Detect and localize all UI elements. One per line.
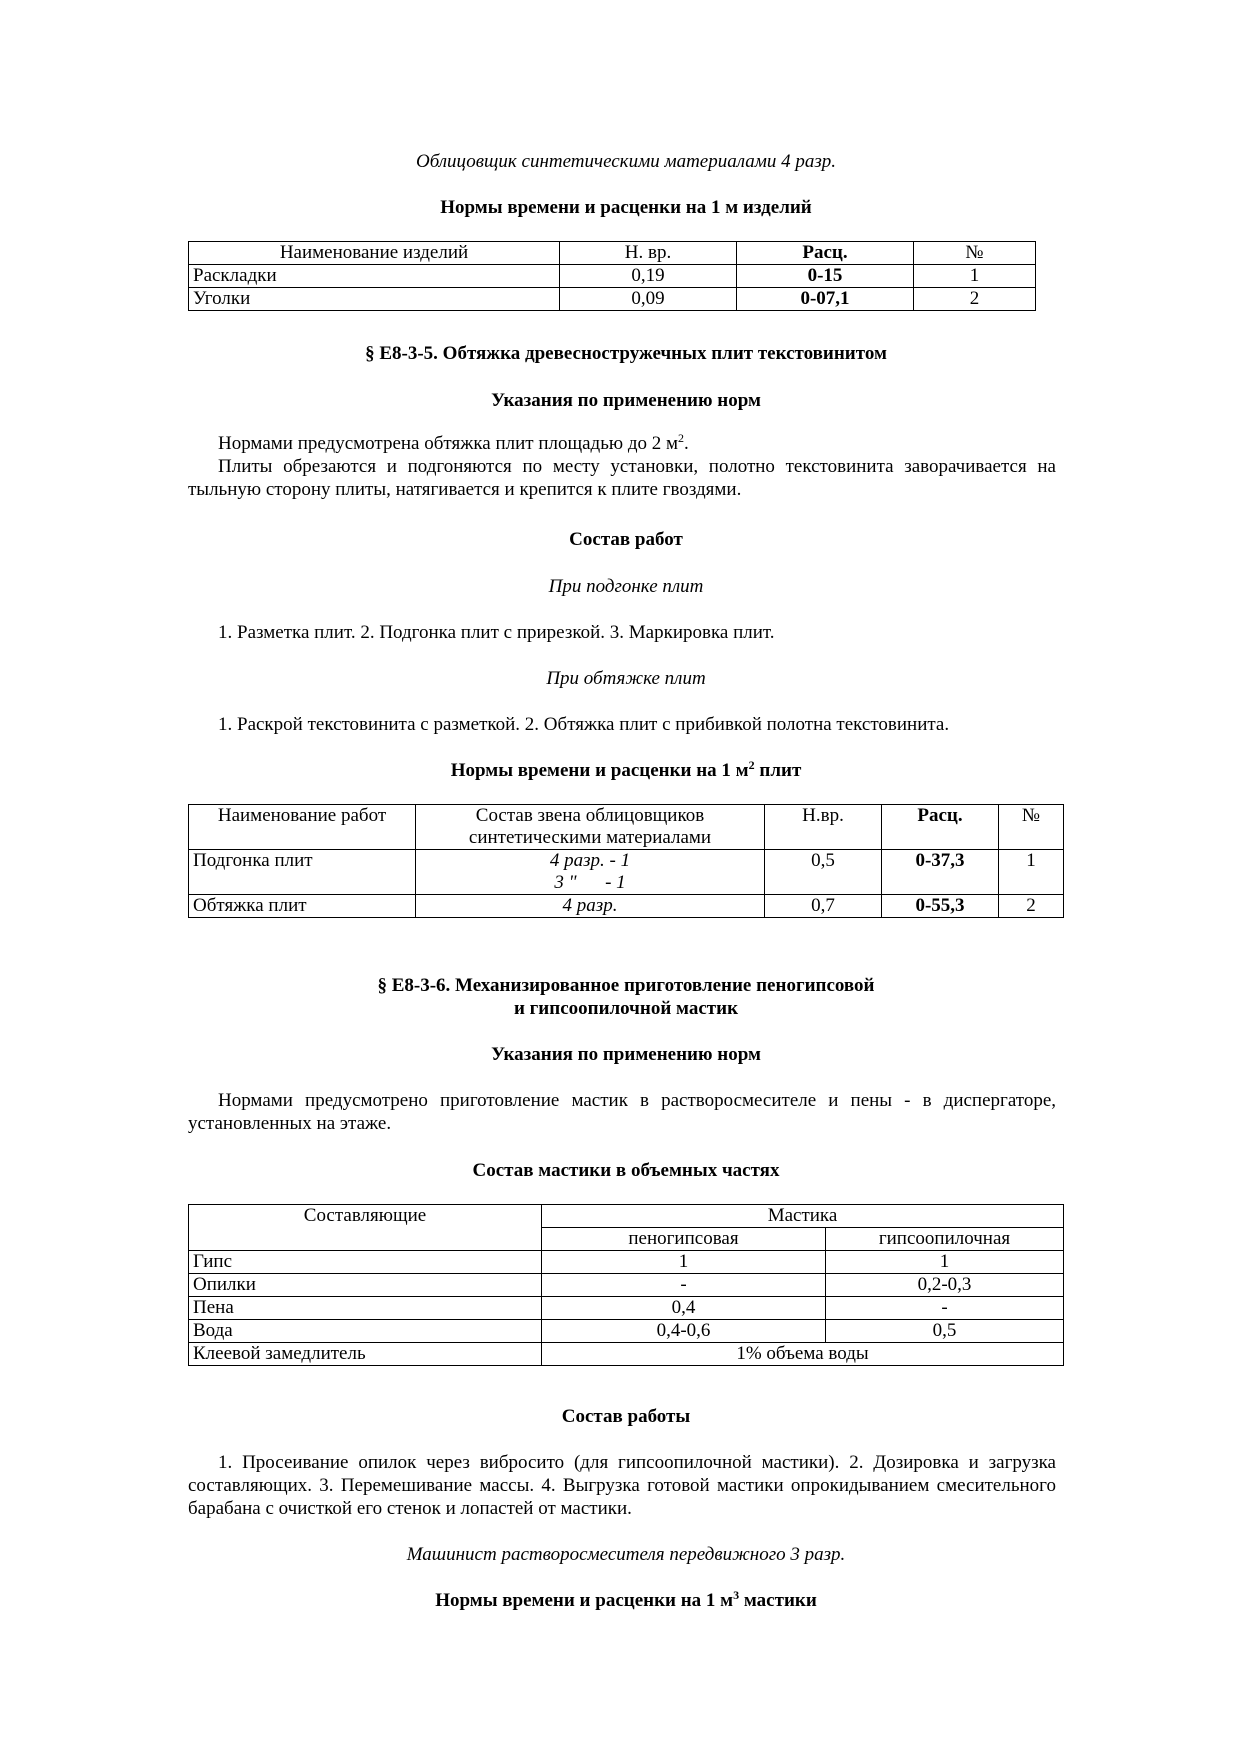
- table-cell: 0,4: [542, 1297, 826, 1320]
- table-header-cell: Расц.: [737, 242, 914, 265]
- table-header-row: [189, 805, 1064, 850]
- paragraph-area-1: [188, 432, 1056, 501]
- norms-title-1: Нормы времени и расценки на 1 м изделий: [440, 197, 812, 218]
- table-cell: 0,19: [560, 265, 737, 288]
- table-cell: 0,5: [826, 1320, 1064, 1343]
- table-header-cell: Составляющие: [189, 1205, 542, 1251]
- table-header-cell: Мастика: [542, 1205, 1064, 1228]
- table-header-cell: Н.вр.: [765, 805, 882, 850]
- guide-title-2: Указания по применению норм: [491, 1044, 761, 1065]
- table-row: [189, 1251, 1064, 1274]
- table-cell: 0,09: [560, 288, 737, 311]
- guide-title-1: Указания по применению норм: [491, 390, 761, 411]
- table-header-cell: Наименование работ: [189, 805, 416, 850]
- table-cell: 2: [999, 895, 1064, 918]
- paragraph: Нормами предусмотрено приготовление мастик в растворосмесителе и пены - в диспергаторе, установленных на этаже.: [188, 1090, 1056, 1134]
- mix-title: Состав мастики в объемных частях: [472, 1160, 780, 1181]
- crew-line: 3 " - 1: [554, 872, 626, 893]
- work-title-1: Состав работ: [569, 529, 683, 550]
- table-row: [189, 1274, 1064, 1297]
- table-header-cell: №: [914, 242, 1036, 265]
- worker-line-1: Облицовщик синтетическими материалами 4 разр.: [415, 151, 837, 172]
- table-header-cell: пеногипсовая: [542, 1228, 826, 1251]
- table-row: [189, 895, 1064, 918]
- table-cell: Вода: [189, 1320, 542, 1343]
- table-cell: 0,4-0,6: [542, 1320, 826, 1343]
- table-cell: 4 разр.: [416, 895, 765, 918]
- table-row: [189, 1343, 1064, 1366]
- paragraph: Плиты обрезаются и подгоняются по месту установки, полотно текстовинита заворачивается на тыльную сторону плиты, натягивается и крепится к плите гвоздями.: [188, 456, 1056, 500]
- table-cell: Пена: [189, 1297, 542, 1320]
- paragraph: 1. Просеивание опилок через вибросито (для гипсоопилочной мастики). 2. Дозировка и загрузка составляющих. 3. Перемешивание массы. 4. Выгрузка готовой мастики опрокидыванием смесительного барабана с очисткой его стенок и лопастей от мастики.: [188, 1452, 1056, 1519]
- table-cell: Клеевой замедлитель: [189, 1343, 542, 1366]
- table-mastic-composition: [188, 1204, 1064, 1366]
- table-row: [189, 265, 1036, 288]
- table-cell: 0,7: [765, 895, 882, 918]
- table-header-cell: гипсоопилочная: [826, 1228, 1064, 1251]
- table-norms-2: [188, 804, 1064, 918]
- norms-title-3: [188, 1589, 1064, 1612]
- table-cell: 1: [914, 265, 1036, 288]
- title-text: плит: [754, 760, 802, 781]
- table-cell: 2: [914, 288, 1036, 311]
- paragraph-text: .: [684, 433, 689, 454]
- table-cell: 0,5: [765, 850, 882, 895]
- table-cell: -: [542, 1274, 826, 1297]
- table-cell: 1: [826, 1251, 1064, 1274]
- title-line: и гипсоопилочной мастик: [513, 998, 739, 1019]
- table-row: [189, 288, 1036, 311]
- section-title-e8-3-5: § Е8-3-5. Обтяжка древесностружечных плит текстовинитом: [365, 343, 887, 364]
- table-cell: 0-55,3: [882, 895, 999, 918]
- table-header-cell: Наименование изделий: [189, 242, 560, 265]
- norms-title-2: [188, 759, 1064, 782]
- table-cell: Подгонка плит: [189, 850, 416, 895]
- table-row: [189, 1320, 1064, 1343]
- table-cell: 1: [999, 850, 1064, 895]
- table-cell: 0-37,3: [882, 850, 999, 895]
- table-cell: 0,2-0,3: [826, 1274, 1064, 1297]
- paragraph-text: Нормами предусмотрена обтяжка плит площадью до 2 м: [218, 433, 679, 454]
- table-header-cell: Расц.: [882, 805, 999, 850]
- table-header-cell: Состав звена облицовщиков синтетическими материалами: [416, 805, 765, 850]
- table-cell: 0-07,1: [737, 288, 914, 311]
- superscript: 2: [748, 758, 755, 772]
- table-norms-1: [188, 241, 1036, 311]
- work-title-2: Состав работы: [561, 1406, 691, 1427]
- section-title-e8-3-6: [188, 974, 1064, 1020]
- table-row: [189, 850, 1064, 895]
- table-header-row: [189, 242, 1036, 265]
- title-text: Нормы времени и расценки на 1 м: [450, 760, 749, 781]
- table-cell: Раскладки: [189, 265, 560, 288]
- title-text: мастики: [739, 1590, 817, 1611]
- title-line: § Е8-3-6. Механизированное приготовление пеногипсовой: [377, 975, 875, 996]
- table-row: [189, 1297, 1064, 1320]
- crew-line: 4 разр. - 1: [549, 850, 631, 871]
- table-header-cell: №: [999, 805, 1064, 850]
- table-cell: -: [826, 1297, 1064, 1320]
- worker-line-2: Машинист растворосмесителя передвижного 3 разр.: [406, 1544, 846, 1565]
- table-header-row: [189, 1205, 1064, 1228]
- table-cell: 0-15: [737, 265, 914, 288]
- title-text: Нормы времени и расценки на 1 м: [435, 1590, 734, 1611]
- list-covering: 1. Раскрой текстовинита с разметкой. 2. Обтяжка плит с прибивкой полотна текстовинита.: [218, 714, 950, 735]
- table-header-cell: Н. вр.: [560, 242, 737, 265]
- list-fitting: 1. Разметка плит. 2. Подгонка плит с прирезкой. 3. Маркировка плит.: [218, 622, 775, 643]
- table-cell: 1: [542, 1251, 826, 1274]
- table-cell: Гипс: [189, 1251, 542, 1274]
- table-cell: Уголки: [189, 288, 560, 311]
- subtitle-covering: При обтяжке плит: [546, 668, 706, 689]
- table-cell: 1% объема воды: [542, 1343, 1064, 1366]
- superscript: 2: [678, 431, 685, 445]
- table-cell: [416, 850, 765, 895]
- paragraph: [188, 432, 1056, 455]
- table-cell: Опилки: [189, 1274, 542, 1297]
- subtitle-fitting: При подгонке плит: [548, 576, 704, 597]
- table-cell: Обтяжка плит: [189, 895, 416, 918]
- superscript: 3: [733, 1588, 740, 1602]
